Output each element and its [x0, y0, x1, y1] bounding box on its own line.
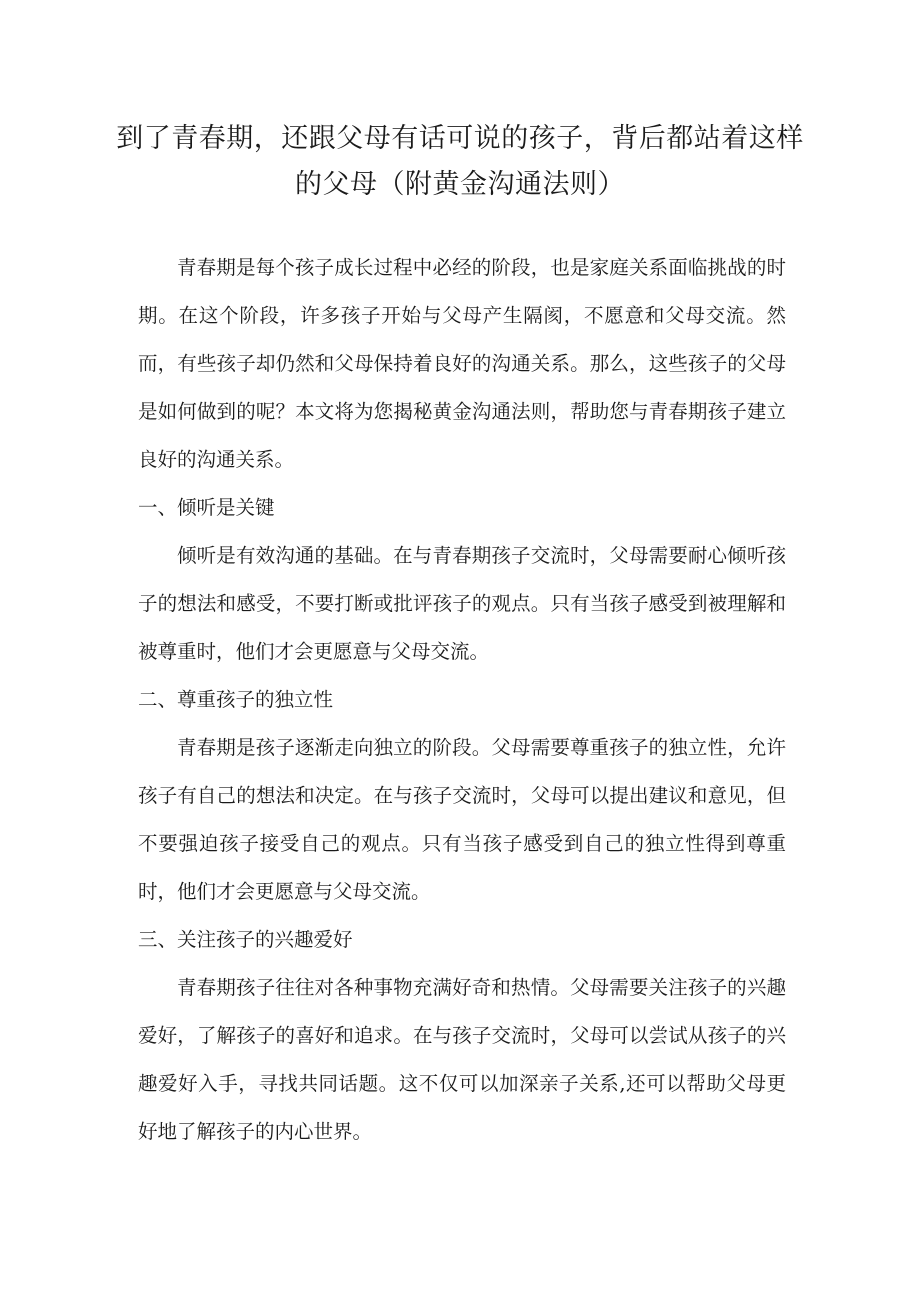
section-heading-2: 二、尊重孩子的独立性	[138, 688, 334, 711]
intro-paragraph: 青春期是每个孩子成长过程中必经的阶段，也是家庭关系面临挑战的时期。在这个阶段，许多孩子开始与父母产生隔阂，不愿意和父母交流。然而，有些孩子却仍然和父母保持着良好的沟通关系。那么，这些孩子的父母是如何做到的呢？本文将为您揭秘黄金沟通法则，帮助您与青春期孩子建立良好的沟通关系。	[138, 256, 786, 471]
section-paragraph-2: 青春期是孩子逐渐走向独立的阶段。父母需要尊重孩子的独立性，允许孩子有自己的想法和决定。在与孩子交流时，父母可以提出建议和意见，但不要强迫孩子接受自己的观点。只有当孩子感受到自己的独立性得到尊重时，他们才会更愿意与父母交流。	[138, 736, 786, 903]
section-heading-1: 一、倾听是关键	[138, 496, 275, 519]
document-body	[138, 244, 786, 1156]
section-paragraph-1: 倾听是有效沟通的基础。在与青春期孩子交流时，父母需要耐心倾听孩子的想法和感受，不要打断或批评孩子的观点。只有当孩子感受到被理解和被尊重时，他们才会更愿意与父母交流。	[138, 544, 786, 663]
section-heading-3: 三、关注孩子的兴趣爱好	[138, 928, 353, 951]
section-paragraph-3: 青春期孩子往往对各种事物充满好奇和热情。父母需要关注孩子的兴趣爱好，了解孩子的喜好和追求。在与孩子交流时，父母可以尝试从孩子的兴趣爱好入手，寻找共同话题。这不仅可以加深亲子关系,还可以帮助父母更好地了解孩子的内心世界。	[138, 976, 786, 1143]
document-title: 到了青春期，还跟父母有话可说的孩子，背后都站着这样的父母（附黄金沟通法则）	[116, 123, 804, 200]
